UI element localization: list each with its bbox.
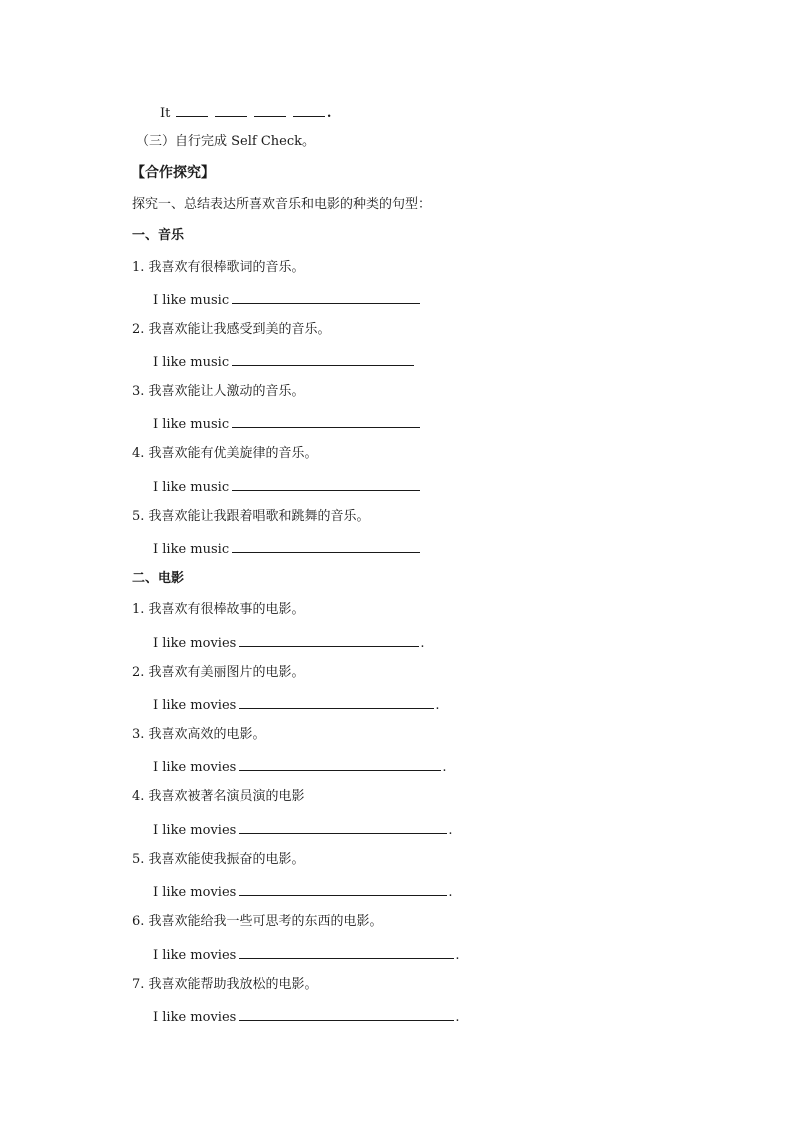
music-item-5-en [153,540,421,558]
answer-blank[interactable] [176,104,208,117]
movies-item-1-en [153,634,424,652]
sentence-prefix: I like movies [153,948,237,963]
sentence-prefix: I like movies [153,885,237,900]
sentence-end: . [435,698,440,713]
sentence-prefix: I like movies [153,698,237,713]
sentence-end: . [448,823,453,838]
movies-item-5-en [153,883,452,901]
sentence-prefix: I like movies [153,636,237,651]
it-line-end: . [326,106,332,121]
it-prefix: It [160,106,171,121]
answer-blank[interactable] [232,291,420,304]
answer-blank[interactable] [293,104,325,117]
sentence-end: . [448,885,453,900]
music-heading: 一、音乐 [132,228,185,243]
section-header: 【合作探究】 [131,165,215,181]
movies-item-2-en [153,696,439,714]
answer-blank[interactable] [239,634,419,647]
sentence-prefix: I like movies [153,760,237,775]
music-item-3-en [153,415,421,433]
sentence-prefix: I like movies [153,823,237,838]
music-item-4-cn: 4. 我喜欢能有优美旋律的音乐。 [132,446,318,461]
movies-item-3-cn: 3. 我喜欢高效的电影。 [132,727,266,742]
answer-blank[interactable] [239,883,447,896]
movies-item-3-en [153,758,446,776]
sentence-prefix: I like movies [153,1010,237,1025]
explore-title: 探究一、总结表达所喜欢音乐和电影的种类的句型： [132,197,432,212]
sentence-prefix: I like music [153,417,230,432]
movies-item-4-en [153,821,452,839]
music-item-2-cn: 2. 我喜欢能让我感受到美的音乐。 [132,322,331,337]
sentence-prefix: I like music [153,480,230,495]
music-item-2-en [153,353,415,371]
movies-item-6-cn: 6. 我喜欢能给我一些可思考的东西的电影。 [132,914,383,929]
sentence-prefix: I like music [153,355,230,370]
answer-blank[interactable] [239,821,447,834]
answer-blank[interactable] [239,758,441,771]
movies-item-4-cn: 4. 我喜欢被著名演员演的电影 [132,789,305,804]
answer-blank[interactable] [215,104,247,117]
music-item-1-cn: 1. 我喜欢有很棒歌词的音乐。 [132,260,305,275]
sentence-end: . [455,948,460,963]
music-item-5-cn: 5. 我喜欢能让我跟着唱歌和跳舞的音乐。 [132,509,370,524]
answer-blank[interactable] [232,415,420,428]
movies-item-6-en [153,946,459,964]
sentence-prefix: I like music [153,293,230,308]
sentence-end: . [420,636,425,651]
music-item-4-en [153,478,421,496]
music-item-1-en [153,291,421,309]
sentence-end: . [455,1010,460,1025]
music-item-3-cn: 3. 我喜欢能让人激动的音乐。 [132,384,305,399]
it-fill-line [160,104,331,122]
answer-blank[interactable] [232,353,414,366]
sentence-prefix: I like music [153,542,230,557]
answer-blank[interactable] [239,946,454,959]
answer-blank[interactable] [239,1008,454,1021]
answer-blank[interactable] [232,478,420,491]
movies-heading: 二、电影 [132,571,185,586]
movies-item-2-cn: 2. 我喜欢有美丽图片的电影。 [132,665,305,680]
answer-blank[interactable] [254,104,286,117]
self-check-instruction: （三）自行完成 Self Check。 [136,134,316,149]
movies-item-7-en [153,1008,459,1026]
sentence-end: . [442,760,447,775]
movies-item-7-cn: 7. 我喜欢能帮助我放松的电影。 [132,977,318,992]
movies-item-1-cn: 1. 我喜欢有很棒故事的电影。 [132,602,305,617]
answer-blank[interactable] [239,696,434,709]
answer-blank[interactable] [232,540,420,553]
movies-item-5-cn: 5. 我喜欢能使我振奋的电影。 [132,852,305,867]
